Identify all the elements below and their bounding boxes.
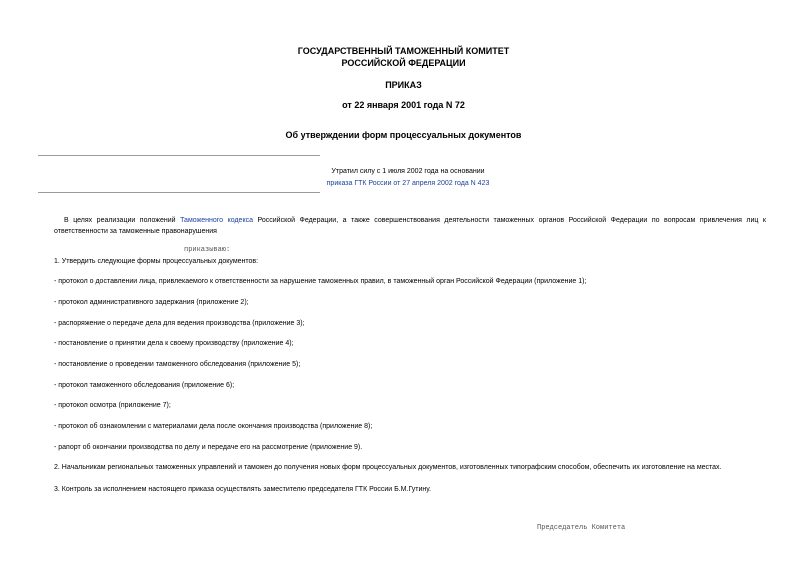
- order-word: приказываю:: [184, 246, 231, 254]
- item-3: 3. Контроль за исполнением настоящего приказа осуществлять заместителю председателя ГТК России Б.М.Гутину.: [54, 486, 431, 493]
- doc-date: от 22 января 2001 года N 72: [342, 100, 465, 110]
- item-1-2: - протокол административного задержания (приложение 2);: [54, 299, 249, 306]
- status-note: [318, 166, 498, 190]
- doc-type: ПРИКАЗ: [385, 80, 422, 90]
- item-1-8: - протокол об ознакомлении с материалами дела после окончания производства (приложение 8);: [54, 423, 373, 430]
- org-name-line1: ГОСУДАРСТВЕННЫЙ ТАМОЖЕННЫЙ КОМИТЕТ: [297, 46, 510, 56]
- status-note-text: Утратил силу с 1 июля 2002 года на основании: [331, 168, 485, 175]
- signature: Председатель Комитета: [537, 524, 626, 532]
- item-1-9: - рапорт об окончании производства по делу и передаче его на рассмотрение (приложение 9).: [54, 444, 363, 451]
- doc-title: Об утверждении форм процессуальных документов: [285, 130, 522, 140]
- org-name-line2: РОССИЙСКОЙ ФЕДЕРАЦИИ: [341, 58, 466, 68]
- item-1-7: - протокол осмотра (приложение 7);: [54, 402, 171, 409]
- item-1: 1. Утвердить следующие формы процессуальных документов:: [54, 258, 259, 265]
- preamble-paragraph: [54, 215, 766, 237]
- preamble-text-start: В целях реализации положений: [64, 217, 181, 224]
- item-1-5: - постановление о проведении таможенного обследования (приложение 5);: [54, 361, 301, 368]
- item-2: 2. Начальникам региональных таможенных управлений и таможен до получения новых форм процессуальных документов, изготовленных типографским способом, обеспечить их изготовление на местах.: [54, 464, 722, 471]
- divider-bottom: [38, 192, 320, 193]
- divider-top: [38, 155, 320, 156]
- item-1-1: - протокол о доставлении лица, привлекаемого к ответственности за нарушение таможенных правил, в таможенный орган Российской Федерации (приложение 1);: [54, 278, 587, 285]
- item-1-6: - протокол таможенного обследования (приложение 6);: [54, 382, 235, 389]
- preamble-text-end: Российской Федерации, а также совершенствования деятельности таможенных органов Российской Федерации по вопросам привлечения лиц к ответственности за таможенные правонарушения: [54, 217, 766, 235]
- item-1-3: - распоряжение о передаче дела для ведения производства (приложение 3);: [54, 320, 305, 327]
- item-1-4: - постановление о принятии дела к своему производству (приложение 4);: [54, 340, 294, 347]
- status-note-link[interactable]: приказа ГТК России от 27 апреля 2002 года N 423: [326, 180, 490, 187]
- customs-code-link[interactable]: Таможенного кодекса: [180, 217, 253, 224]
